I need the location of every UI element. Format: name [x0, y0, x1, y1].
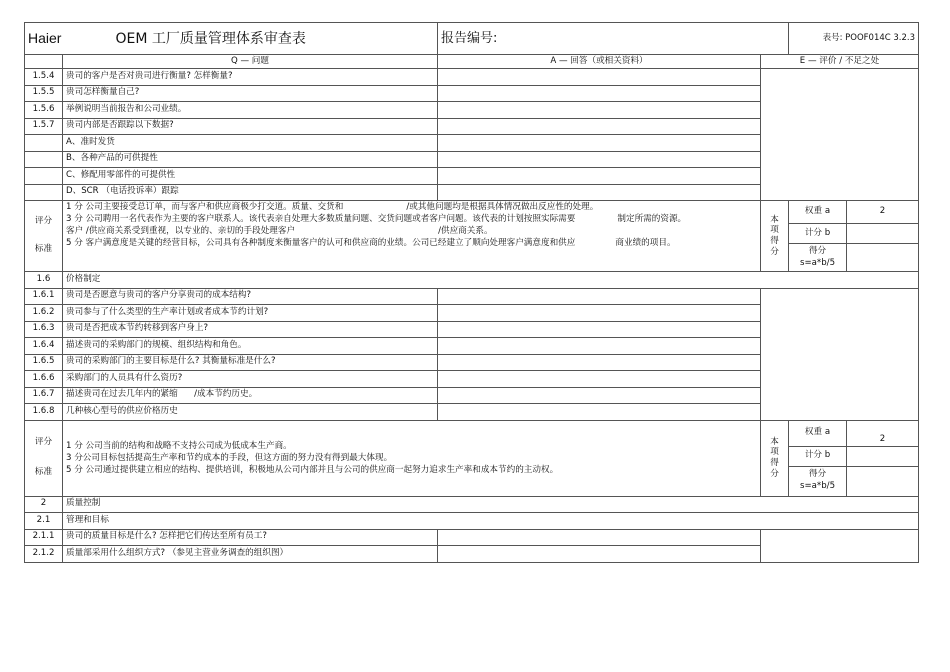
criteria-line: 制定所需的资源。: [617, 214, 687, 225]
evaluation-cell[interactable]: [761, 69, 919, 201]
item-number: 2.1.1: [25, 529, 63, 546]
audit-table: [24, 22, 919, 563]
item-number: 1.6.5: [25, 354, 63, 371]
evaluation-cell[interactable]: [761, 529, 919, 562]
question-text: 质量部采用什么组织方式? （参见主营业务调查的组织图）: [63, 546, 438, 563]
weight-label: 权重 a: [789, 420, 847, 446]
item-number: [25, 168, 63, 185]
criteria-label: [25, 201, 63, 272]
question-text: D、SCR （电话投诉率）跟踪: [63, 184, 438, 201]
criteria-label-top: 评分: [34, 216, 53, 227]
section-number: 2.1: [25, 513, 63, 530]
weight-value: 2: [847, 420, 919, 446]
answer-cell[interactable]: [438, 305, 761, 322]
section-row: [25, 496, 919, 513]
answer-cell[interactable]: [438, 85, 761, 102]
criteria-line: /或其他问题均是根据具体情况做出反应性的处理。: [406, 202, 599, 212]
criteria-line: /供应商关系。: [438, 226, 493, 237]
section-number: 2: [25, 496, 63, 513]
criteria-line: 1 分 公司主要接受总订单，而与客户和供应商极少打交道。质量、交货和: [66, 202, 344, 212]
table-row: [25, 69, 919, 86]
answer-cell[interactable]: [438, 168, 761, 185]
item-number: 1.5.5: [25, 85, 63, 102]
title-cell: [25, 23, 438, 55]
criteria-label: [25, 420, 63, 496]
report-no-label: 报告编号:: [441, 30, 498, 46]
criteria-label-bottom: 标准: [34, 467, 53, 477]
count-value[interactable]: [847, 224, 919, 244]
count-label: 计分 b: [789, 446, 847, 466]
answer-cell[interactable]: [438, 371, 761, 388]
question-text: 贵司参与了什么类型的生产率计划或者成本节约计划?: [63, 305, 438, 322]
header-row: [25, 23, 919, 55]
section-row: [25, 513, 919, 530]
item-number: 1.6.2: [25, 305, 63, 322]
answer-cell[interactable]: [438, 69, 761, 86]
weight-label: 权重 a: [789, 201, 847, 224]
question-text: B、各种产品的可供提性: [63, 151, 438, 168]
question-text: 几种核心型号的供应价格历史: [63, 404, 438, 421]
item-number: 1.6.8: [25, 404, 63, 421]
question-text: 采购部门的人员具有什么资历?: [63, 371, 438, 388]
criteria-line: 1 分 公司当前的结构和战略不支持公司成为低成本生产商。: [66, 440, 292, 451]
criteria-text: [63, 420, 761, 496]
question-text: 贵司内部是否跟踪以下数据?: [63, 118, 438, 135]
num-header: [25, 55, 63, 69]
section-row: [25, 272, 919, 289]
answer-cell[interactable]: [438, 354, 761, 371]
item-number: [25, 151, 63, 168]
question-text: 贵司是否愿意与贵司的客户分享贵司的成本结构?: [63, 288, 438, 305]
q-header: Q — 问题: [63, 55, 438, 69]
brand-name: Haier: [28, 29, 62, 46]
item-number: [25, 135, 63, 152]
section-number: 1.6: [25, 272, 63, 289]
weight-value: 2: [847, 201, 919, 224]
question-text: 贵司怎样衡量自己?: [63, 85, 438, 102]
item-number: 1.6.4: [25, 338, 63, 355]
answer-cell[interactable]: [438, 321, 761, 338]
question-text: 描述贵司在过去几年内的紧缩 /成本节约历史。: [63, 387, 438, 404]
answer-cell[interactable]: [438, 118, 761, 135]
a-header: A — 回答（或相关资料）: [438, 55, 761, 69]
form-no: 表号: POOF014C 3.2.3: [789, 23, 919, 55]
answer-cell[interactable]: [438, 288, 761, 305]
section-title: 价格制定: [63, 272, 919, 289]
evaluation-cell[interactable]: [761, 288, 919, 420]
answer-cell[interactable]: [438, 184, 761, 201]
item-number: 1.6.7: [25, 387, 63, 404]
item-number: 1.5.7: [25, 118, 63, 135]
question-text: 描述贵司的采购部门的规模、组织结构和角色。: [63, 338, 438, 355]
question-text: 贵司是否把成本节约转移到客户身上?: [63, 321, 438, 338]
item-number: 1.5.6: [25, 102, 63, 119]
question-text: 贵司的采购部门的主要目标是什么? 其衡量标准是什么?: [63, 354, 438, 371]
criteria-line: 5 分 客户满意度是关键的经营目标，公司具有各种制度来衡量客户的认可和供应商的业绩。公司已经建立了顺向处理客户满意度和供应: [66, 238, 576, 249]
item-score-label: 本项得分: [761, 201, 789, 272]
question-text: 贵司的客户是否对贵司进行衡量? 怎样衡量?: [63, 69, 438, 86]
criteria-line: 3 分 公司聘用一名代表作为主要的客户联系人。该代表亲自处理大多数质量问题、交货问题或者客户问题。该代表的计划按照实际需要: [66, 214, 576, 225]
section-title: 质量控制: [63, 496, 919, 513]
item-number: 1.6.1: [25, 288, 63, 305]
answer-cell[interactable]: [438, 102, 761, 119]
question-text: 举例说明当前报告和公司业绩。: [63, 102, 438, 119]
scoring-row: [25, 201, 919, 224]
audit-sheet: [24, 22, 918, 563]
score-label: 得分 s=a*b/5: [789, 244, 847, 272]
question-text: C、修配用零部件的可提供性: [63, 168, 438, 185]
answer-cell[interactable]: [438, 387, 761, 404]
page-title: OEM 工厂质量管理体系审查表: [115, 30, 306, 47]
answer-cell[interactable]: [438, 151, 761, 168]
report-no-cell: [438, 23, 789, 55]
e-header: E — 评价 / 不足之处: [761, 55, 919, 69]
answer-cell[interactable]: [438, 546, 761, 563]
criteria-line: 3 分公司目标包括提高生产率和节约成本的手段，但这方面的努力没有得到最大体现。: [66, 452, 393, 463]
criteria-line: 客户 /供应商关系受到重视，以专业的、亲切的手段处理客户: [66, 226, 296, 237]
item-number: 1.6.3: [25, 321, 63, 338]
column-header-row: [25, 55, 919, 69]
item-number: [25, 184, 63, 201]
table-row: [25, 288, 919, 305]
answer-cell[interactable]: [438, 338, 761, 355]
question-text: 贵司的质量目标是什么? 怎样把它们传达至所有员工?: [63, 529, 438, 546]
score-label: 得分 s=a*b/5: [789, 466, 847, 496]
criteria-line: 5 分 公司通过提供建立相应的结构、提供培训，积极地从公司内部并且与公司的供应商一起努力追求生产率和成本节约的主动权。: [66, 465, 559, 476]
criteria-line: 商业绩的项目。: [615, 238, 676, 249]
criteria-label-bottom: 标准: [34, 244, 53, 254]
criteria-label-top: 评分: [34, 437, 53, 448]
score-value[interactable]: [847, 466, 919, 496]
section-title: 管理和目标: [63, 513, 919, 530]
item-number: 1.5.4: [25, 69, 63, 86]
item-number: 1.6.6: [25, 371, 63, 388]
scoring-row: [25, 420, 919, 446]
item-number: 2.1.2: [25, 546, 63, 563]
question-text: A、准时发货: [63, 135, 438, 152]
table-row: [25, 529, 919, 546]
criteria-text: [63, 201, 761, 272]
answer-cell[interactable]: [438, 135, 761, 152]
count-label: 计分 b: [789, 224, 847, 244]
item-score-label: 本项得分: [761, 420, 789, 496]
answer-cell[interactable]: [438, 529, 761, 546]
answer-cell[interactable]: [438, 404, 761, 421]
score-value[interactable]: [847, 244, 919, 272]
count-value[interactable]: [847, 446, 919, 466]
